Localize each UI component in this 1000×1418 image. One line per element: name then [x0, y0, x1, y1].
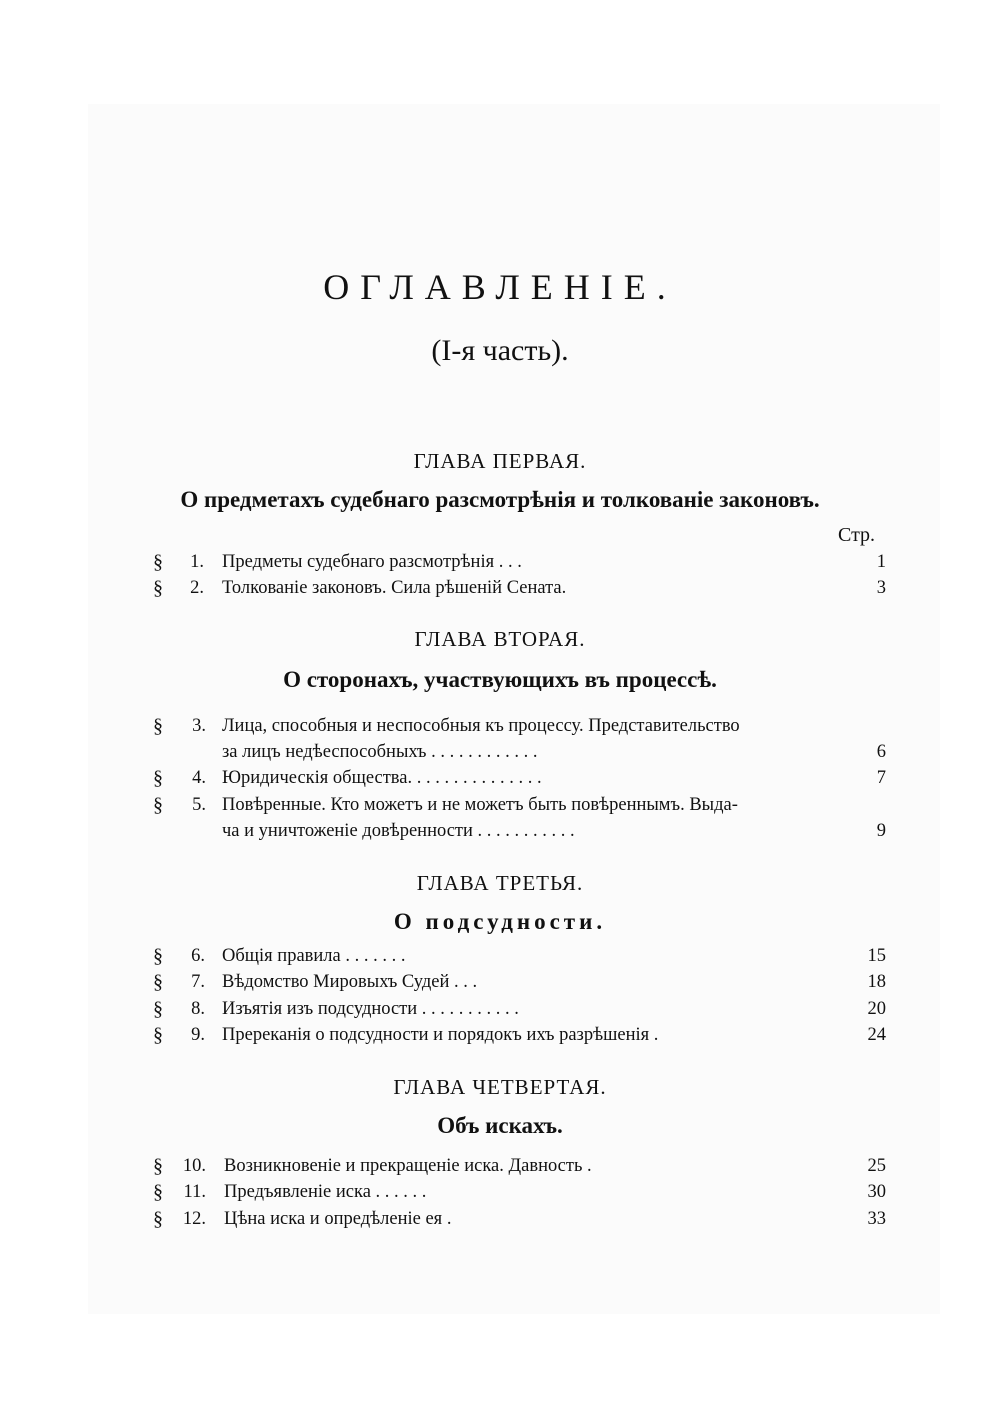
- entry-number: 8.: [191, 999, 205, 1019]
- entry-number: 4.: [192, 768, 206, 788]
- chapter-heading: ГЛАВА ВТОРАЯ.: [414, 627, 586, 651]
- chapter-title: О предметахъ судебнаго разсмотрѣнія и толкованіе законовъ.: [180, 487, 820, 512]
- entry-text: Лица, способныя и неспособныя къ процессу. Представительство: [222, 716, 740, 736]
- section-sign: §: [153, 794, 163, 816]
- entry-text: Юридическія общества. . . . . . . . . . . . . . .: [222, 768, 542, 788]
- entry-page: 30: [867, 1182, 886, 1202]
- entry-text: Возникновеніе и прекращеніе иска. Давность .: [224, 1156, 592, 1176]
- section-sign: §: [153, 998, 163, 1020]
- entry-page: 1: [876, 552, 886, 572]
- toc-entry: [0, 969, 1000, 995]
- toc-entry: [0, 1179, 1000, 1205]
- toc-entry: [0, 943, 1000, 969]
- section-sign: §: [153, 971, 163, 993]
- chapter-heading: ГЛАВА ТРЕТЬЯ.: [416, 871, 584, 895]
- toc-entry: [0, 575, 1000, 601]
- entry-page: 3: [876, 578, 886, 598]
- section-sign: §: [153, 577, 163, 599]
- toc-entry: [0, 996, 1000, 1022]
- toc-subtitle: (I-я часть).: [431, 334, 569, 367]
- entry-text: Изъятія изъ подсудности . . . . . . . . . . .: [222, 999, 519, 1019]
- toc-entry-continuation: [0, 818, 1000, 844]
- section-sign: §: [153, 1024, 163, 1046]
- entry-text: Повѣренные. Кто можетъ и не можетъ быть повѣреннымъ. Выда-: [222, 795, 738, 815]
- entry-page: 24: [867, 1025, 886, 1045]
- entry-number: 6.: [191, 946, 205, 966]
- section-sign: §: [153, 715, 163, 737]
- section-sign: §: [153, 945, 163, 967]
- entry-page: 18: [867, 972, 886, 992]
- entry-number: 7.: [191, 972, 205, 992]
- chapter-heading: ГЛАВА ПЕРВАЯ.: [413, 449, 587, 473]
- section-sign: §: [153, 1181, 163, 1203]
- entry-number: 2.: [190, 578, 204, 598]
- entry-text-continuation: за лицъ недѣеспособныхъ . . . . . . . . . . . .: [222, 742, 538, 762]
- entry-number: 10.: [182, 1156, 206, 1176]
- entry-page: 20: [867, 999, 886, 1019]
- entry-text: Цѣна иска и опредѣленіе ея .: [224, 1209, 452, 1229]
- section-sign: §: [153, 767, 163, 789]
- entry-page: 15: [867, 946, 886, 966]
- toc-entry: [0, 549, 1000, 575]
- toc-title: ОГЛАВЛЕНIЕ.: [323, 267, 677, 307]
- toc-entry: [0, 1153, 1000, 1179]
- toc-entry: [0, 1022, 1000, 1048]
- entry-text: Толкованіе законовъ. Сила рѣшеній Сената.: [222, 578, 567, 598]
- entry-text: Предъявленіе иска . . . . . .: [224, 1182, 427, 1202]
- toc-entry: [0, 765, 1000, 791]
- section-sign: §: [153, 1155, 163, 1177]
- entry-text-continuation: ча и уничтоженіе довѣренности . . . . . . . . . . .: [222, 821, 575, 841]
- toc-entry: [0, 792, 1000, 818]
- toc-entry: [0, 713, 1000, 739]
- chapter-title: О сторонахъ, участвующихъ въ процессѣ.: [283, 667, 717, 692]
- section-sign: §: [153, 1208, 163, 1230]
- entry-text: Общія правила . . . . . . .: [222, 946, 406, 966]
- page-column-label: Стр.: [838, 524, 876, 546]
- entry-page: 7: [876, 768, 886, 788]
- entry-number: 1.: [190, 552, 204, 572]
- entry-number: 3.: [192, 716, 206, 736]
- entry-text: Вѣдомство Мировыхъ Судей . . .: [222, 972, 478, 992]
- entry-page: 9: [876, 821, 886, 841]
- section-sign: §: [153, 551, 163, 573]
- toc-entry: [0, 1206, 1000, 1232]
- entry-page: 25: [867, 1156, 886, 1176]
- chapter-title: Объ искахъ.: [437, 1113, 563, 1138]
- entry-page: 33: [867, 1209, 886, 1229]
- entry-number: 12.: [182, 1209, 206, 1229]
- chapter-heading: ГЛАВА ЧЕТВЕРТАЯ.: [393, 1075, 607, 1099]
- entry-text: Пререканія о подсудности и порядокъ ихъ разрѣшенія .: [222, 1025, 659, 1045]
- chapter-title: О подсудности.: [393, 909, 607, 934]
- entry-number: 5.: [192, 795, 206, 815]
- entry-number: 9.: [191, 1025, 205, 1045]
- entry-number: 11.: [183, 1182, 206, 1202]
- toc-entry-continuation: [0, 739, 1000, 765]
- entry-page: 6: [876, 742, 886, 762]
- entry-text: Предметы судебнаго разсмотрѣнія . . .: [222, 552, 522, 572]
